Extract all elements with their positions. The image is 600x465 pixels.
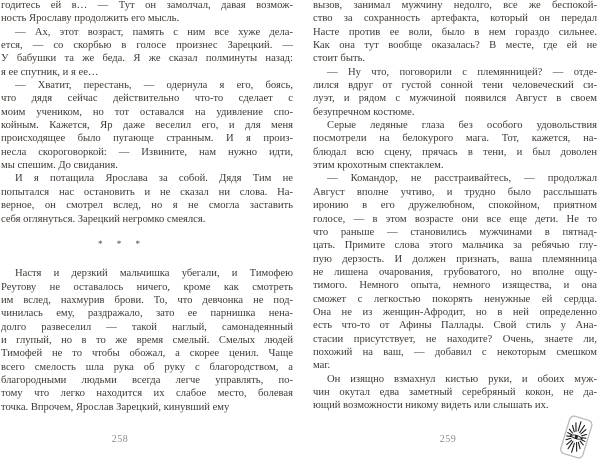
text-line: не лишена очарования, грубоватого, но вполне ощу- [313,266,597,278]
text-line: блюдал всю сцену, прячась в тени, и был доволен [313,146,597,158]
text-line: происходящее было пугающе странным. И я произ- [1,133,293,145]
text-line: этим крохотным спектаклем. [313,160,444,172]
text-line: Как она тут вообще оказалась? В месте, где ей не [313,40,597,52]
text-line: чинилась ему, раздражало, зато ее парнишка нена- [1,308,293,320]
text-line: всего смелость шла рука об руку с благородством, а [1,361,293,373]
text-line: Серые ледяные глаза без особого удовольствия [327,120,597,132]
text-line: Она не из женщин-Афродит, но в ней определенно [313,306,597,318]
text-line: чин окутал едва заметный серебряный кокон, не да- [313,386,597,398]
text-line: У бабушки та же беда. Я же сказал полминуты назад: [1,53,293,65]
text-line: Насте против ее воли, было в нем гораздо сильнее. [313,26,597,38]
text-line: и глупый, но в то же время смелый. Смелых людей [1,334,293,346]
text-line: цать. Примите слова этого мальчика за ребячью глу- [313,240,597,252]
page-number-left: 258 [111,434,129,445]
text-line: что раньше — становились мужчинами в пятнад- [313,226,597,238]
text-line: вызов, занимал мужчину недолго, все же беспокой- [313,0,597,11]
text-line: стоит быть. [313,53,366,65]
page-left-text [1,0,293,414]
text-line: луэт, и рядом с мужчиной появился Август в своем [313,93,597,105]
text-line: себя оглянуться. Зарецкий негромко смеялся. [1,213,206,225]
section-separator: * * * [98,238,146,249]
page-left [0,0,300,460]
text-line: ется, — со скорбью в голосе произнес Зарецкий. — [1,40,293,52]
text-line: ющий возможности никому видеть или слышать их. [313,400,549,412]
text-line: точка. Впрочем, Ярослав Зарецкий, кинувший ему [1,401,230,413]
text-line: тимого. Немного опыта, немного изящества, и она [313,280,597,292]
text-line: койным. Кажется, Яр даже веселил его, и для меня [1,120,293,132]
text-line: сможет с легкостью покорять ненужные ей сердца. [313,293,597,305]
text-line: — Ах, этот возраст, память с ним все хуже дела- [15,26,293,38]
text-line: мы спешим. До свидания. [1,160,118,172]
text-line: Реутову не оставалось ничего, кроме как смотреть [1,281,293,293]
text-line: верное, он смотрел вслед, но я не смогла заставить [1,200,293,212]
text-line: Настя и дерзкий мальчишка убегали, и Тимофею [15,268,293,280]
text-line: маг. [313,360,331,372]
text-line: стасии присутствует, не находите? Очень, знаете ли, [313,333,597,345]
text-line: голосе, — в этом возрасте они все еще дети. Не то [313,213,597,225]
text-line: Август вполне учтиво, и трудно было расслышать [313,186,597,198]
text-line: им вслед, нахмурив брови. То, что девчонка не под- [1,294,293,306]
text-line: — Ну что, поговорили с племянницей? — отде- [327,66,597,78]
text-line: благородными людьми всегда легче управлять, по- [1,374,293,386]
text-line: посмотрели на белокурого мага. Тот, кажется, на- [313,133,597,145]
text-line: ство за сохранность артефакта, который он передал [313,13,597,25]
page-right-text [313,0,597,413]
text-line: — Командор, не расстраивайтесь, — продолжал [327,173,597,185]
text-line: иронию в его дружелюбном, спокойном, приятном [313,200,597,212]
text-line: Он изящно взмахнул кистью руки, и обоих муж- [327,373,597,385]
text-line: тому что легко находится их слабое место, болевая [1,388,293,400]
text-line: моим учеником, но тот оставался на удивление спо- [1,106,293,118]
page-right [300,0,600,460]
text-line: похожий на ваш, — добавил с некоторым смешком [313,346,597,358]
text-line: ность Ярославу продолжить его мысль. [1,13,180,25]
text-line: годитесь ей в… — Тут он замолчал, давая возмож- [1,0,293,11]
text-line: Тимофей не то чтобы обожал, а скорее ценил. Чаще [1,348,293,360]
text-line: несла скороговоркой: — Извините, нам нужно идти, [1,146,293,158]
text-line: пую дерзость. И должен признать, ваша племянница [313,253,597,265]
text-line: И я потащила Ярослава за собой. Дядя Тим не [15,173,293,185]
text-line: что дядя сейчас действительно что-то сделает с [1,93,293,105]
text-line: безупречном костюме. [313,106,415,118]
text-line: лился вдруг от густой сонной тени человеческий си- [313,80,597,92]
text-line: попытался нас остановить и не сказал ни слова. На- [1,186,293,198]
text-line: долго развеселил — такой наглый, самонадеянный [1,321,293,333]
text-line: я ее спутник, и я ее… [1,66,99,78]
text-line: — Хватит, перестань, — одернула я его, боясь, [15,80,293,92]
radiant-eye-card-icon [556,414,596,460]
page-number-right: 259 [439,434,457,445]
text-line: есть что-то от Афины Паллады. Свой стиль у Ана- [313,320,597,332]
